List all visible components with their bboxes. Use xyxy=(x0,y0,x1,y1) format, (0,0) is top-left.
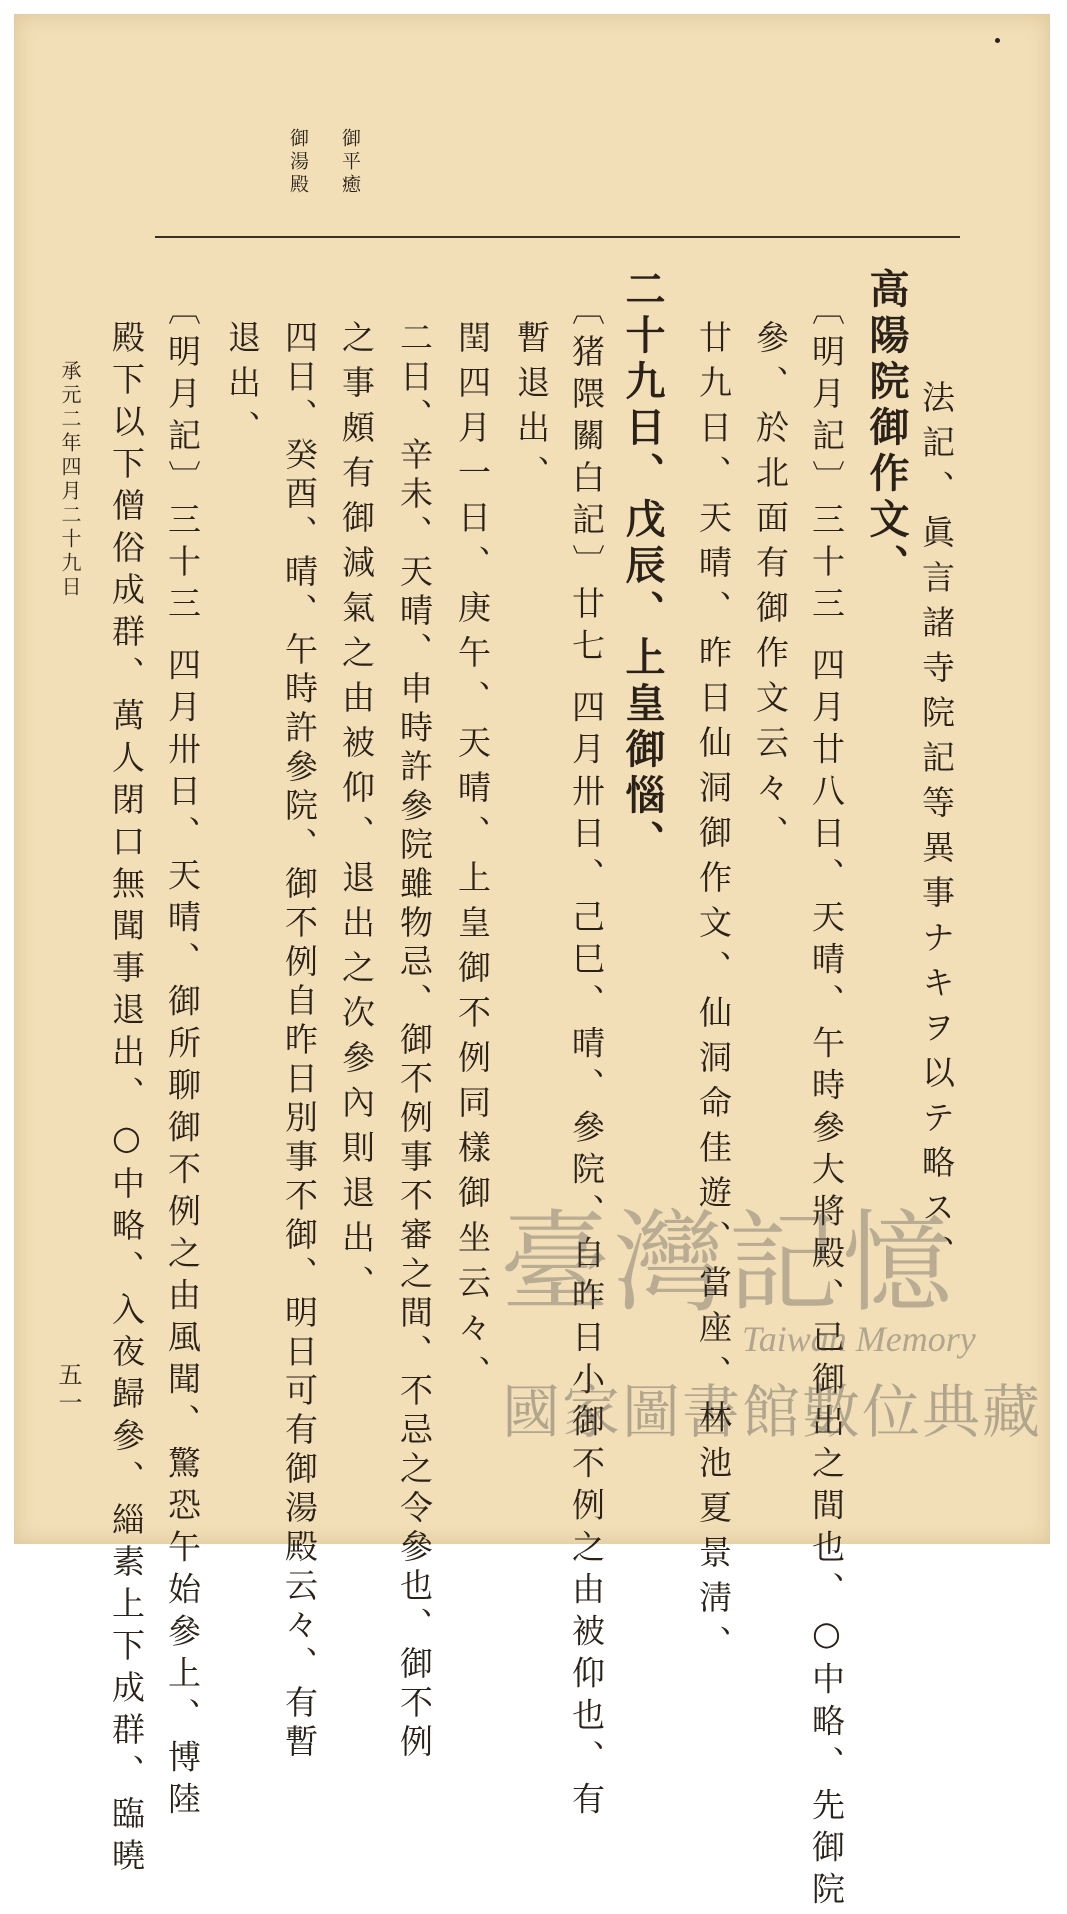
watermark-library: 國家圖書館數位典藏 xyxy=(502,1378,1043,1446)
text-line-4: 參、於北面有御作文云々、 xyxy=(751,320,790,860)
text-line-12: 四日、癸酉、晴、午時許參院、御不例自昨日別事不御、明日可有御湯殿云々、有暫 xyxy=(280,320,319,1763)
watermark-english: Taiwan Memory xyxy=(742,1319,976,1359)
text-line-15: 殿下以下僧俗成群、萬人閉口無聞事退出、○中略、入夜歸參、緇素上下成群、臨曉 xyxy=(107,320,146,1880)
page-speck xyxy=(995,38,1000,43)
text-line-5: 廿九日、天晴、昨日仙洞御作文、仙洞命佳遊、當座、林池夏景淸、 xyxy=(694,320,733,1670)
text-line-11: 之事頗有御減氣之由被仰、退出之次參內則退出、 xyxy=(337,320,376,1310)
text-line-9: 閏四月一日、庚午、天晴、上皇御不例同樣御坐云々、 xyxy=(453,320,492,1400)
page-number: 五一 xyxy=(54,1362,82,1418)
text-line-3: 〔明月記〕三十三 四月廿八日、天晴、午時參大將殿、已御出之間也、○中略、先御院 xyxy=(807,292,846,1914)
text-line-8: 暫退出、 xyxy=(512,320,551,500)
header-rule xyxy=(155,236,960,238)
text-line-13: 退出、 xyxy=(223,320,262,455)
running-head-2: 御湯殿 xyxy=(287,128,309,197)
watermark-chinese: 臺灣記憶 xyxy=(500,1199,956,1327)
text-line-7: 〔猪隈關白記〕廿七 四月卅日、己巳、晴、參院、自昨日小御不例之由被仰也、有 xyxy=(567,292,606,1824)
text-line-14: 〔明月記〕三十三 四月卅日、天晴、御所聊御不例之由風聞、驚恐午始參上、博陸 xyxy=(163,292,202,1824)
running-head-1: 御平癒 xyxy=(339,128,361,197)
text-line-10: 二日、辛未、天晴、申時許參院雖物忌、御不例事不審之間、不忌之令參也、御不例 xyxy=(395,320,434,1763)
text-line-1: 法記、眞言諸寺院記等異事ナキヲ以テ略ス、 xyxy=(917,380,956,1280)
section-heading-2: 二十九日、戊辰、上皇御惱、 xyxy=(619,268,666,866)
margin-date: 承元二年四月二十九日 xyxy=(58,360,82,600)
section-heading-1: 高陽院御作文、 xyxy=(863,268,910,590)
